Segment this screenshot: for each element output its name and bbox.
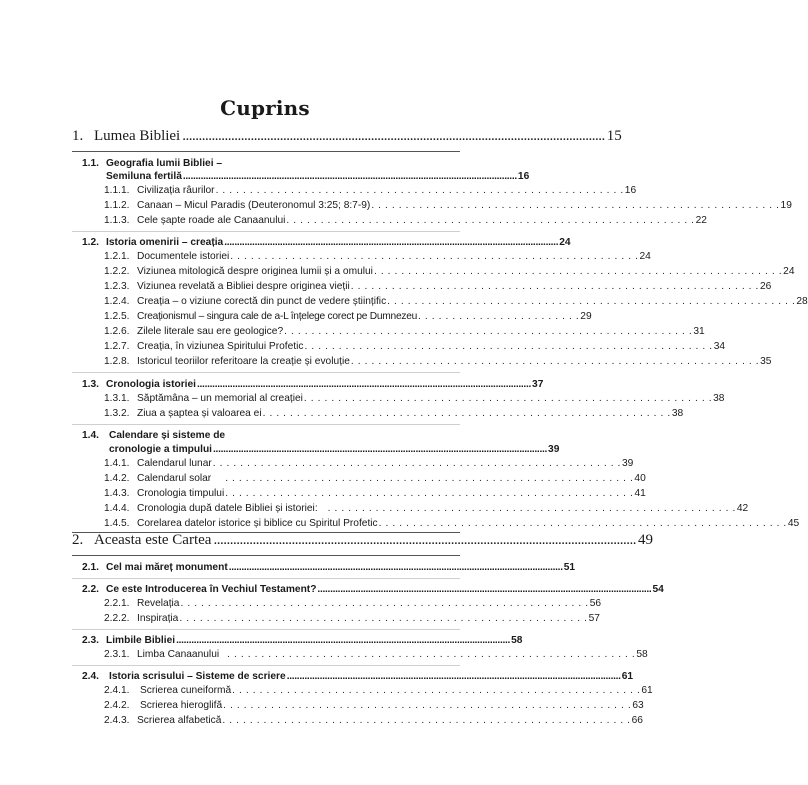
entry-number: 1.2.2.: [104, 266, 130, 277]
entry-label: Creația, în viziunea Spiritului Profetic: [137, 341, 304, 352]
toc-entry-2-2-2[interactable]: [0, 611, 600, 626]
chapter-rule: [72, 151, 460, 152]
chapter-number: 1.: [72, 128, 84, 144]
section-label: cronologie a timpului: [109, 444, 213, 455]
section-page: 54: [652, 584, 664, 595]
entry-page: 38: [713, 393, 725, 404]
leader-dots: . . . . . . . . . . . . . . . . . . . . . . . . . . . . . . . . . . . . . . . . . . . . . . . . . . . . . . . . . . . .: [212, 458, 621, 469]
entry-label: Civilizația râurilor: [137, 185, 215, 196]
section-number: 1.4.: [82, 430, 99, 441]
section-rule: [72, 372, 460, 373]
entry-label: Istoricul teoriilor referitoare la creație și evoluție: [137, 356, 350, 367]
toc-section-1-4-cont[interactable]: [0, 442, 560, 457]
leader-dots: ....................................................................................................................................: [213, 444, 548, 455]
entry-label: Documentele istoriei: [137, 251, 230, 262]
entry-page: 61: [641, 685, 653, 696]
entry-page: 39: [621, 458, 634, 469]
leader-dots: ....................................................................................................................................: [286, 671, 621, 682]
toc-entry-1-4-5[interactable]: [0, 516, 800, 531]
entry-label: Zilele literale sau ere geologice?: [137, 326, 284, 337]
toc-entry-2-4-1[interactable]: [0, 683, 653, 698]
entry-number: 2.4.1.: [104, 685, 130, 696]
section-label: Istoria scrisului – Sisteme de scriere: [109, 671, 286, 682]
chapter-2-heading[interactable]: [72, 532, 653, 554]
chapter-page: 49: [637, 532, 653, 548]
leader-dots: . . . . . . . . . . . . . . . . . . . . . . . . . . . . . . . . . . . . . . . . . . . . . . . . . . . . . . . . . . . .: [284, 326, 693, 337]
section-number: 2.4.: [82, 671, 99, 682]
entry-label: Creația – o viziune corectă din punct de vedere științific: [137, 296, 387, 307]
leader-dots: ....................................................................................................................................: [224, 237, 559, 248]
entry-page: 31: [693, 326, 705, 337]
entry-label: Calendarul solar: [137, 473, 212, 484]
entry-label: Limba Canaanului: [137, 649, 220, 660]
entry-label: Cronologia după datele Bibliei și istoriei:: [137, 503, 318, 514]
entry-label: Canaan – Micul Paradis (Deuteronomul 3:25; 8:7-9): [137, 200, 371, 211]
entry-number: 1.2.1.: [104, 251, 130, 262]
toc-entry-2-4-3[interactable]: [0, 713, 643, 728]
entry-label: Cele șapte roade ale Canaanului: [137, 215, 286, 226]
entry-label: Ziua a șaptea și valoarea ei: [137, 408, 262, 419]
section-page: 51: [563, 562, 576, 573]
section-label: Semiluna fertilă: [106, 171, 182, 182]
leader-dots: . . . . . . . . . . . . . . . . . . . . . . . . . . . . . . . . . . . . . . . . . . . . . . . . . . . . . . . . . . . .: [304, 341, 713, 352]
entry-label: Calendarul lunar: [137, 458, 212, 469]
section-label: Limbile Bibliei: [106, 635, 176, 646]
toc-entry-1-4-3[interactable]: [0, 486, 646, 501]
section-page: 37: [532, 379, 544, 390]
entry-label: Viziunea revelată a Bibliei despre originea vieții: [137, 281, 350, 292]
leader-dots: . . . . . . . . . . . . . . . . . . . . . . . . . . . . . . . . . . . . . . . . . . . . . . . . . . . . . . . . . . . .: [371, 200, 780, 211]
toc-entry-1-4-4[interactable]: [0, 501, 749, 516]
entry-number: 2.2.2.: [104, 613, 130, 624]
section-rule: [72, 665, 460, 666]
entry-page: 16: [624, 185, 637, 196]
entry-page: 56: [589, 598, 602, 609]
entry-label: Creaționismul – singura cale de a-L înțelege corect pe Dumnezeu: [137, 311, 418, 322]
toc-entry-1-4-1[interactable]: [0, 456, 634, 471]
section-number: 1.2.: [82, 237, 99, 248]
section-label: Istoria omenirii – creația: [106, 237, 224, 248]
toc-section-1-3[interactable]: [0, 377, 544, 392]
chapter-rule: [72, 555, 460, 556]
entry-page: 22: [695, 215, 707, 226]
entry-number: 1.4.5.: [104, 518, 130, 529]
toc-entry-1-2-1[interactable]: [0, 249, 651, 264]
entry-page: 57: [588, 613, 600, 624]
entry-page: 34: [713, 341, 726, 352]
toc-entry-1-1-3[interactable]: [0, 213, 707, 228]
entry-number: 1.2.5.: [104, 311, 130, 322]
leader-dots: ....................................................................................................................................: [228, 562, 563, 573]
toc-entry-1-2-7[interactable]: [0, 339, 726, 354]
leader-dots: . . . . . . . . . . . . . . . . . . . . . . . . . . . . . . . . . . . . . . . . . . . . . . . . . . . . . . . . . . . .: [350, 356, 760, 367]
leader-dots: . . . . . . . . . . . . . . . . . . . . . . . . . . . . . . . . . . . . . . . . . . . . . . . . . . . . . . . . . . . .: [262, 408, 671, 419]
entry-label: Scrierea alfabetică: [137, 715, 222, 726]
entry-page: 29: [580, 311, 592, 322]
section-rule: [72, 231, 460, 232]
chapter-label: Aceasta este Cartea: [94, 532, 212, 548]
chapter-page: 15: [606, 128, 622, 144]
chapter-1-heading[interactable]: [72, 128, 622, 150]
entry-label: Revelația: [137, 598, 180, 609]
entry-number: 1.2.4.: [104, 296, 130, 307]
toc-section-1-1-cont[interactable]: [0, 169, 530, 184]
toc-entry-1-4-2[interactable]: [0, 471, 646, 486]
section-number: 2.2.: [82, 584, 99, 595]
toc-entry-2-3-1[interactable]: [0, 647, 648, 662]
entry-page: 45: [787, 518, 800, 529]
entry-number: 2.3.1.: [104, 649, 130, 660]
section-label: Cronologia istoriei: [106, 379, 196, 390]
toc-section-1-4[interactable]: [0, 428, 530, 443]
leader-dots: ....................................................................................................................................: [182, 171, 517, 182]
toc-entry-2-4-2[interactable]: [0, 698, 644, 713]
entry-page: 41: [634, 488, 646, 499]
toc-section-1-2[interactable]: [0, 235, 571, 250]
section-page: 61: [621, 671, 634, 682]
leader-dots: . . . . . . . . . . . . . . . . . . . . . . . . . . . . . . . . . . . . . . . . . . . . . . . . . . . . . . . . . . . .: [373, 266, 783, 277]
entry-page: 24: [783, 266, 795, 277]
entry-number: 1.1.3.: [104, 215, 130, 226]
entry-number: 1.1.2.: [104, 200, 130, 211]
toc-entry-1-3-2[interactable]: [0, 406, 684, 421]
entry-page: 19: [780, 200, 792, 211]
toc-entry-1-2-5[interactable]: [0, 309, 592, 324]
leader-dots: . . . . . . . . . . . . . . . . . . . . . . . . . . . . . . . . . . . . . . . . . . . . . . . . . . . . . . . . . . . .: [232, 685, 641, 696]
leader-dots: . . . . . . . . . . . . . . . . . . . . . . . . . . . . . . . . . . . . . . . . . . . . . . . . . . . . . . . . . . . .: [350, 281, 759, 292]
entry-number: 1.3.2.: [104, 408, 130, 419]
section-rule: [72, 629, 460, 630]
toc-entry-1-1-1[interactable]: [0, 183, 637, 198]
chapter-label: Lumea Bibliei: [94, 128, 181, 144]
leader-dots: . . . . . . . . . . . . . . . . . . . . . . . . . . . . . . . . . . . . . . . . . . . . . . . . . . . . . . . . . . . .: [378, 518, 787, 529]
leader-dots: . . . . . . . . . . . . . . . . . . . . . . . . . . . . . . . . . . . . . . . . . . . . . . . . . . . . . . . . . . . .: [303, 393, 713, 404]
entry-label: Inspirația: [137, 613, 179, 624]
entry-label: Scrierea hieroglifă: [140, 700, 223, 711]
entry-page: 66: [631, 715, 643, 726]
toc-entry-1-1-2[interactable]: [0, 198, 792, 213]
entry-number: 1.4.3.: [104, 488, 130, 499]
entry-label: Săptămâna – un memorial al creației: [137, 393, 303, 404]
leader-dots: . . . . . . . . . . . . . . . . . . . . . . . . . . . . . . . . . . . . . . . . . . . . . . . . . . . . . . . . . . . .: [223, 700, 632, 711]
section-label: Geografia lumii Bibliei –: [106, 158, 223, 169]
section-number: 2.1.: [82, 562, 99, 573]
leader-dots: ....................................................................................................................................: [197, 379, 532, 390]
entry-label: Viziunea mitologică despre originea lumii și a omului: [137, 266, 373, 277]
leader-dots: . . . . . . . . . . . . . . . . . . . . . . . . . . . . . . . . . . . . . . . . . . . . . . . . . . . . . . . . . . . .: [222, 715, 631, 726]
leader-dots: . . . . . . . . . . . . . . . . . . . . . . . . . . . . . . . . . . . . . . . . . . . . . . . . . . . . . . . . . . . .: [286, 215, 695, 226]
entry-page: 28: [796, 296, 808, 307]
entry-number: 1.4.4.: [104, 503, 130, 514]
entry-label: Scrierea cuneiformă: [140, 685, 232, 696]
toc-entry-1-3-1[interactable]: [0, 391, 725, 406]
section-number: 1.3.: [82, 379, 99, 390]
entry-number: 1.2.3.: [104, 281, 130, 292]
section-number: 2.3.: [82, 635, 99, 646]
toc-entry-1-2-6[interactable]: [0, 324, 705, 339]
entry-number: 1.1.1.: [104, 185, 130, 196]
section-label: Ce este Introducerea în Vechiul Testament?: [106, 584, 317, 595]
toc-section-2-4[interactable]: [0, 669, 634, 684]
leader-dots: . . . . . . . . . . . . . . . . . . . . . . . . . . . . . . . . . . . . . . . . . . . . . . . . . . . . . . . . . . . .: [180, 598, 589, 609]
leader-dots: ..................................................................................................................................: [182, 128, 605, 144]
leader-dots: . . . . . . . . . . . . . . . . . . . . . . . . . . . . . . . . . . . . . . . . . . . . . . . . . . . . . . . . . . . .: [230, 251, 639, 262]
leader-dots: . . . . . . . . . . . . . . . . . . . . . . . .: [418, 311, 580, 322]
entry-page: 35: [760, 356, 772, 367]
section-rule: [72, 578, 460, 579]
section-page: 24: [559, 237, 571, 248]
leader-dots: ....................................................................................................................................: [176, 635, 511, 646]
toc-section-2-1[interactable]: [0, 560, 576, 575]
leader-dots: . . . . . . . . . . . . . . . . . . . . . . . . . . . . . . . . . . . . . . . . . . . . . . . . . . . . . . . . . . . .: [387, 296, 796, 307]
entry-number: 1.4.1.: [104, 458, 130, 469]
leader-dots: . . . . . . . . . . . . . . . . . . . . . . . . . . . . . . . . . . . . . . . . . . . . . . . . . . . . . . . . . . . .: [225, 473, 634, 484]
section-rule: [72, 424, 460, 425]
entry-page: 26: [759, 281, 772, 292]
leader-dots: . . . . . . . . . . . . . . . . . . . . . . . . . . . . . . . . . . . . . . . . . . . . . . . . . . . . . . . . . . . .: [215, 185, 624, 196]
entry-page: 63: [632, 700, 644, 711]
entry-label: Corelarea datelor istorice și biblice cu Spiritul Profetic: [137, 518, 378, 529]
entry-page: 42: [736, 503, 749, 514]
section-page: 16: [517, 171, 530, 182]
toc-entry-1-2-3[interactable]: [0, 279, 772, 294]
entry-page: 38: [671, 408, 684, 419]
section-label: Calendare și sisteme de: [109, 430, 226, 441]
entry-number: 1.2.6.: [104, 326, 130, 337]
chapter-number: 2.: [72, 532, 84, 548]
toc-section-2-2[interactable]: [0, 582, 664, 597]
entry-number: 1.3.1.: [104, 393, 130, 404]
entry-number: 2.4.2.: [104, 700, 130, 711]
toc-entry-1-2-8[interactable]: [0, 354, 772, 369]
entry-label: Cronologia timpului: [137, 488, 225, 499]
entry-page: 58: [636, 649, 648, 660]
leader-dots: . . . . . . . . . . . . . . . . . . . . . . . . . . . . . . . . . . . . . . . . . . . . . . . . . . . . . . . . . . . .: [327, 503, 736, 514]
leader-dots: ..................................................................................................................................: [213, 532, 636, 548]
toc-entry-1-2-4[interactable]: [0, 294, 808, 309]
entry-page: 24: [639, 251, 651, 262]
entry-number: 2.4.3.: [104, 715, 130, 726]
page-title: Cuprins: [220, 96, 310, 120]
leader-dots: . . . . . . . . . . . . . . . . . . . . . . . . . . . . . . . . . . . . . . . . . . . . . . . . . . . . . . . . . . . .: [179, 613, 588, 624]
entry-number: 1.2.8.: [104, 356, 130, 367]
leader-dots: ....................................................................................................................................: [317, 584, 652, 595]
entry-number: 1.4.2.: [104, 473, 130, 484]
section-page: 58: [511, 635, 523, 646]
toc-entry-2-2-1[interactable]: [0, 596, 602, 611]
entry-number: 2.2.1.: [104, 598, 130, 609]
toc-entry-1-2-2[interactable]: [0, 264, 795, 279]
toc-section-2-3[interactable]: [0, 633, 530, 648]
entry-page: 40: [634, 473, 646, 484]
leader-dots: . . . . . . . . . . . . . . . . . . . . . . . . . . . . . . . . . . . . . . . . . . . . . . . . . . . . . . . . . . . .: [227, 649, 636, 660]
leader-dots: . . . . . . . . . . . . . . . . . . . . . . . . . . . . . . . . . . . . . . . . . . . . . . . . . . . . . . . . . . . .: [225, 488, 634, 499]
entry-number: 1.2.7.: [104, 341, 130, 352]
section-number: 1.1.: [82, 158, 99, 169]
section-page: 39: [548, 444, 560, 455]
section-label: Cel mai măreț monument: [106, 562, 228, 573]
